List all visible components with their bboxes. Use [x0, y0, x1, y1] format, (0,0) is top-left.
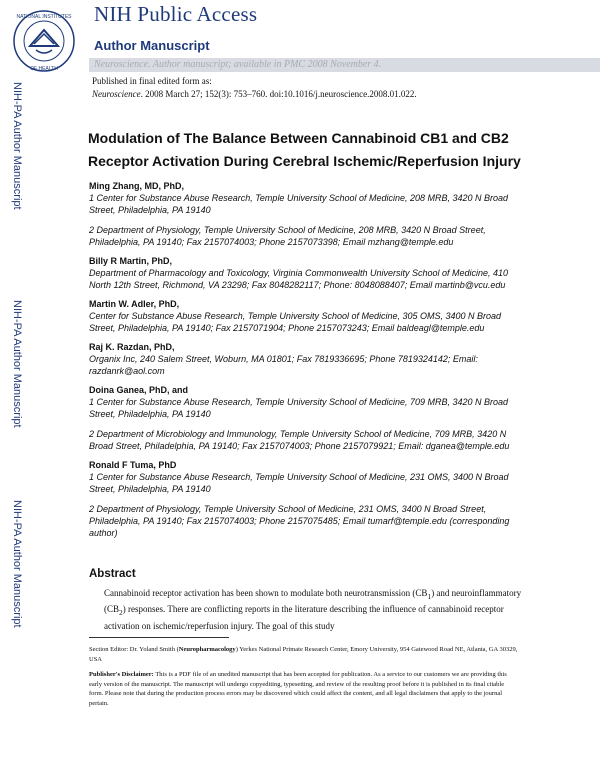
publisher-disclaimer — [89, 670, 519, 708]
side-label-bottom: NIH-PA Author Manuscript — [11, 500, 23, 628]
header-journal-bar — [89, 58, 600, 72]
published-in-label: Published in final edited form as: — [92, 76, 212, 86]
subscript: 1 — [427, 591, 432, 601]
abstract-text-part: ) responses. There are conflicting reports in the literature describing the influence of cannabinoid receptor activation on ischemic/reperfusion injury. The goal of this study — [104, 604, 504, 631]
citation-details: . 2008 March 27; 152(3): 753–760. doi:10.1016/j.neuroscience.2008.01.022. — [140, 89, 417, 99]
disclaimer-text: This is a PDF file of an unedited manuscript that has been accepted for publication. As a service to our customers we are providing this early version of the manuscript. The manuscript will undergo copyediting, typesetting, and review of the resulting proof before it is published in its final citable form. Please note that during the production process errors may be discovered which could affect the content, and all legal disclaimers that apply to the journal pertain. — [89, 671, 507, 707]
abstract-text-part: Cannabinoid receptor activation has been shown to modulate both neurotransmission (CB — [104, 588, 428, 598]
author-affiliation: 1 Center for Substance Abuse Research, Temple University School of Medicine, 208 MRB, 3420 N Broad Street, Philadelphia, PA 19140 — [89, 193, 509, 215]
author-affiliation: Organix Inc, 240 Salem Street, Woburn, MA 01801; Fax 7819336695; Phone 7819324142; Email: razdanrk@aol.com — [89, 354, 478, 376]
subscript: 2 — [119, 608, 123, 618]
nih-seal-logo — [8, 6, 88, 76]
editor-suffix: ) Yerkes National Primate Research Center, Emory University, 954 Gatewood Road NE, Atlanta, GA 30329, USA — [89, 646, 518, 663]
author-affiliation: 2 Department of Physiology, Temple University School of Medicine, 231 OMS, 3400 N Broad Street, Philadelphia, PA 19140; Fax 2157074003; Phone 2157075485; Email tumarf@temple.edu (corresponding author) — [89, 504, 510, 538]
disclaimer-label: Publisher's Disclaimer: — [89, 671, 154, 678]
author-name: Ming Zhang, MD, PhD, — [89, 181, 184, 191]
header-subtitle: Author Manuscript — [94, 38, 210, 53]
author-affiliation: 2 Department of Physiology, Temple University School of Medicine, 208 MRB, 3420 N Broad Street, Philadelphia, PA 19140; Fax 2157074003; Phone 2157073398; Email mzhang@temple.edu — [89, 225, 486, 247]
author-name: Billy R Martin, PhD, — [89, 256, 173, 266]
author-name: Doina Ganea, PhD, and — [89, 385, 189, 395]
svg-text:NATIONAL INSTITUTES: NATIONAL INSTITUTES — [16, 14, 72, 20]
header-title: NIH Public Access — [94, 2, 258, 26]
footnote-divider — [89, 637, 229, 638]
editor-section: Neuropharmacology — [178, 646, 236, 653]
article-title-line: Modulation of The Balance Between Cannabinoid CB1 and CB2 — [88, 130, 509, 146]
side-label-middle: NIH-PA Author Manuscript — [11, 300, 23, 428]
article-title — [88, 127, 588, 173]
editor-prefix: Section Editor: Dr. Yoland Smith ( — [89, 646, 179, 653]
author-affiliation: 1 Center for Substance Abuse Research, Temple University School of Medicine, 231 OMS, 3400 N Broad Street, Philadelphia, PA 19140 — [89, 472, 509, 494]
author-list — [89, 180, 529, 539]
header-journal-line: Neuroscience. Author manuscript; available in PMC 2008 November 4. — [94, 59, 382, 70]
abstract-text-part: ) and neuroinflammatory (CB — [104, 588, 522, 615]
section-editor-note — [89, 645, 519, 664]
citation-line — [92, 89, 417, 99]
author-name: Raj K. Razdan, PhD, — [89, 342, 175, 352]
side-label-top: NIH-PA Author Manuscript — [11, 82, 23, 210]
abstract-text — [104, 587, 524, 632]
abstract-heading: Abstract — [89, 568, 136, 580]
author-affiliation: Department of Pharmacology and Toxicology, Virginia Commonwealth University School of Medicine, 410 North 12th Street, Richmond, VA 23298; Fax 8048282117; Phone: 8048088407; Email martinb@vcu.edu — [89, 268, 509, 290]
footnotes — [89, 645, 519, 708]
author-affiliation: 1 Center for Substance Abuse Research, Temple University School of Medicine, 709 MRB, 3420 N Broad Street, Philadelphia, PA 19140 — [89, 397, 509, 419]
author-affiliation: Center for Substance Abuse Research, Temple University School of Medicine, 305 OMS, 3400 N Broad Street, Philadelphia, PA 19140; Fax 2157071904; Phone 2157073243; Email baldeagl@temple.edu — [89, 311, 502, 333]
svg-text:OF HEALTH: OF HEALTH — [30, 66, 58, 72]
article-title-line: Receptor Activation During Cerebral Ischemic/Reperfusion Injury — [88, 153, 521, 169]
author-name: Ronald F Tuma, PhD — [89, 460, 177, 470]
journal-name: Neuroscience — [92, 89, 141, 99]
author-affiliation: 2 Department of Microbiology and Immunology, Temple University School of Medicine, 709 MRB, 3420 N Broad Street, Philadelphia, PA 19140; Fax 2157074003; Phone 2157079921; Email: dganea@temple.edu — [89, 429, 510, 451]
author-name: Martin W. Adler, PhD, — [89, 299, 180, 309]
